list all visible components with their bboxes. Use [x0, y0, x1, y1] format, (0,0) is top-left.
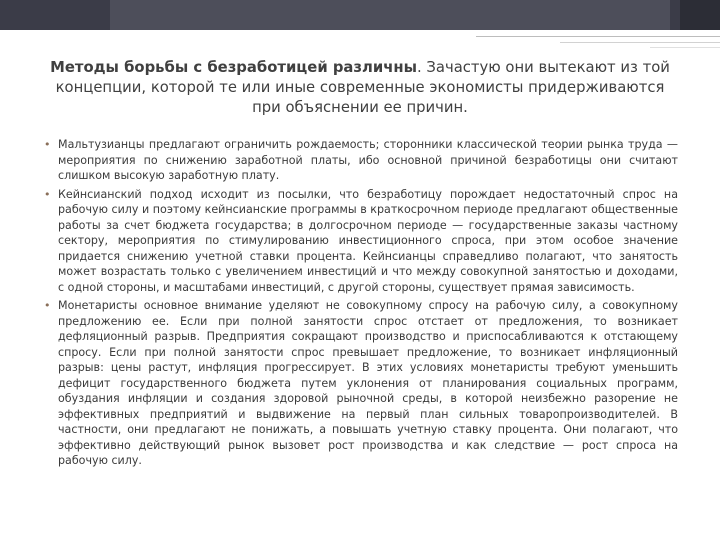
- bullet-icon: •: [44, 138, 51, 151]
- decorative-rule: [560, 42, 720, 43]
- bullet-text: Кейнсианский подход исходит из посылки, что безработицу порождает недостаточный спрос на рабочую силу и поэтому кейнсианские программы в краткосрочном периоде предлагают общественные работы за счет бюджета государства; в долгосрочном периоде — государственные заказы частному сектору, мероприятия по стимулированию инвестиционного спроса, при этом особое значение придается снижению учетной ставки процента. Кейнсианцы справедливо полагают, что занятость может возрастать только с увеличением инвестиций и что между совокупной занятостью и доходами, с одной стороны, и масштабами инвестиций, с другой стороны, существует прямая зависимость.: [58, 187, 678, 294]
- header-bar: [0, 0, 720, 30]
- bullet-list: [42, 137, 678, 472]
- bullet-item: [42, 137, 678, 184]
- bullet-icon: •: [44, 187, 51, 201]
- bullet-text: Монетаристы основное внимание уделяют не совокупному спросу на рабочую силу, а совокупному предложению ее. Если при полной занятости спрос отстает от предложения, то возникает дефляционный разрыв. Предприятия сокращают производство и приспосабливаются к отстающему спросу. Если при полной занятости спрос превышает предложение, то возникает инфляционный разрыв: цены растут, инфляция прогрессирует. В этих условиях монетаристы требуют уменьшить дефицит государственного бюджета путем уклонения от планирования социальных программ, обуздания инфляции и создания здоровой рыночной среды, в которой неизбежно разорение не эффективных предприятий и выдвижение на первый план сильных товаропроизводителей. В частности, они предлагают не понижать, а повышать учетную ставку процента. Они полагают, что эффективно действующий рынок вызовет рост производства и как следствие — рост спроса на рабочую силу.: [58, 299, 678, 467]
- bullet-text: Мальтузианцы предлагают ограничить рождаемость; сторонники классической теории рынка труда — мероприятия по снижению заработной платы, ибо основной причиной безработицы они считают слишком высокую заработную плату.: [58, 138, 678, 182]
- slide-title-rest: . Зачастую они вытекают из той концепции, которой те или иные современные экономисты придерживаются при объяснении ее причин.: [55, 59, 670, 116]
- header-bar-accent: [110, 0, 670, 30]
- bullet-item: [42, 298, 678, 469]
- slide-title: [40, 58, 680, 118]
- header-bar-right: [680, 0, 720, 30]
- decorative-rule: [650, 47, 720, 48]
- slide-title-bold: Методы борьбы с безработицей различны: [50, 59, 417, 76]
- decorative-rule: [476, 36, 720, 37]
- bullet-icon: •: [44, 299, 51, 312]
- bullet-item: [42, 187, 678, 296]
